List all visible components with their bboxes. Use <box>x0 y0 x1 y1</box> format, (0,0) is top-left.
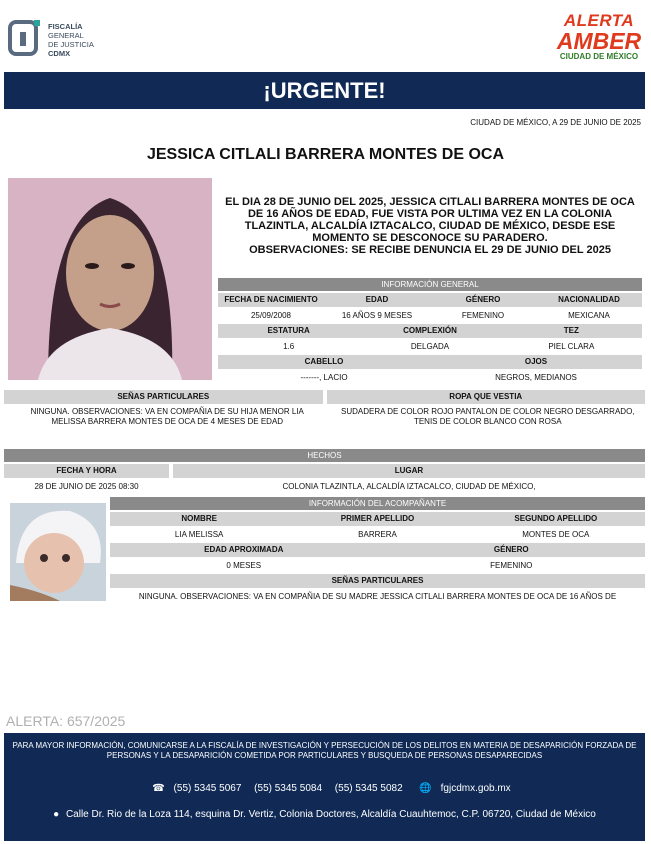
fgj-logo-icon <box>8 18 42 58</box>
companion-marks-label: SEÑAS PARTICULARES <box>110 574 645 588</box>
height-label: ESTATURA <box>218 324 359 338</box>
birth-value: 25/09/2008 <box>250 311 292 320</box>
footer-info: PARA MAYOR INFORMACIÓN, COMUNICARSE A LA FISCALÍA DE INVESTIGACIÓN Y PERSECUCIÓN DE LOS DELITOS EN MATERIA DE DESAPARICIÓN FORZADA DE PERSONAS Y LA DESAPARICIÓN COMETIDA POR PARTICULARES Y BUSQUEDA DE PERSONAS DESAPARECIDAS <box>12 741 637 760</box>
facts-table <box>4 449 645 493</box>
marks-value: NINGUNA. OBSERVACIONES: VA EN COMPAÑIA DE SU HIJA MENOR LIA MELISSA BARRERA MONTES DE OCA DE 4 MESES DE EDAD <box>30 407 304 426</box>
general-info-title: INFORMACIÓN GENERAL <box>218 278 642 291</box>
urgent-banner: ¡URGENTE! <box>4 72 645 109</box>
build-label: COMPLEXIÓN <box>359 324 500 338</box>
companion-age-value: 0 MESES <box>226 561 262 570</box>
age-label: EDAD <box>324 293 430 307</box>
amber-line1: ALERTA <box>563 11 635 30</box>
age-value: 16 AÑOS 9 MESES <box>341 311 413 320</box>
hair-label: CABELLO <box>218 355 430 369</box>
missing-person-photo <box>8 178 212 380</box>
phone-2[interactable]: (55) 5345 5084 <box>254 783 323 795</box>
companion-table <box>110 497 645 603</box>
general-info-table <box>218 278 642 384</box>
gender-value: FEMENINO <box>461 311 505 320</box>
companion-surname1-value: BARRERA <box>358 530 397 539</box>
companion-surname2-label: SEGUNDO APELLIDO <box>467 512 645 526</box>
date-line: CIUDAD DE MÉXICO, A 29 DE JUNIO DE 2025 <box>470 118 641 127</box>
org-name <box>48 22 94 58</box>
org-line: GENERAL <box>48 31 84 40</box>
portrait-image <box>8 178 212 380</box>
org-line: CDMX <box>48 49 71 58</box>
place-label: LUGAR <box>173 464 645 478</box>
build-value: DELGADA <box>410 342 450 351</box>
clothes-value: SUDADERA DE COLOR ROJO PANTALON DE COLOR NEGRO DESGARRADO, TENIS DE COLOR BLANCO CON ROSA <box>340 407 635 426</box>
companion-marks-value: NINGUNA. OBSERVACIONES: VA EN COMPAÑIA DE SU MADRE JESSICA CITLALI BARRERA MONTES DE OCA DE 16 AÑOS DE <box>138 592 617 601</box>
observations-text: OBSERVACIONES: SE RECIBE DENUNCIA EL 29 DE JUNIO DEL 2025 <box>249 244 611 256</box>
phone-1[interactable]: (55) 5345 5067 <box>173 783 242 795</box>
birth-label: FECHA DE NACIMIENTO <box>218 293 324 307</box>
companion-surname2-value: MONTES DE OCA <box>522 530 590 539</box>
address-text: Calle Dr. Rio de la Loza 114, esquina Dr. Vertiz, Colonia Doctores, Alcaldía Cuauhtemoc, C.P. 06720, Ciudad de México <box>65 809 596 820</box>
amber-line2: AMBER <box>556 28 642 54</box>
case-description <box>218 196 642 256</box>
marks-label: SEÑAS PARTICULARES <box>4 390 323 404</box>
skin-value: PIEL CLARA <box>548 342 595 351</box>
eyes-value: NEGROS, MEDIANOS <box>495 373 577 382</box>
location-pin-icon: ● <box>53 809 60 820</box>
companion-name-label: NOMBRE <box>110 512 288 526</box>
clothes-label: ROPA QUE VESTIA <box>327 390 646 404</box>
datetime-value: 28 DE JUNIO DE 2025 08:30 <box>34 482 139 491</box>
datetime-label: FECHA Y HORA <box>4 464 169 478</box>
nationality-value: MEXICANA <box>568 311 610 320</box>
description-text: EL DIA 28 DE JUNIO DEL 2025, JESSICA CITLALI BARRERA MONTES DE OCA DE 16 AÑOS DE EDAD, FUE VISTA POR ULTIMA VEZ EN LA COLONIA TLAZINTLA, ALCALDÍA IZTACALCO, CIUDAD DE MÉXICO, DESDE ESE MOMENTO SE DESCONOCE SU PARADERO. <box>225 196 635 244</box>
gender-label: GÉNERO <box>430 293 536 307</box>
marks-clothes-table <box>4 390 645 427</box>
nationality-label: NACIONALIDAD <box>536 293 642 307</box>
companion-name-value: LIA MELISSA <box>174 530 224 539</box>
org-line: DE JUSTICIA <box>48 40 94 49</box>
footer-contacts <box>4 783 645 794</box>
alerta-amber-logo <box>556 12 642 70</box>
baby-image <box>10 503 106 601</box>
place-value: COLONIA TLAZINTLA, ALCALDÍA IZTACALCO, CIUDAD DE MÉXICO, <box>282 482 536 491</box>
height-value: 1.6 <box>283 342 295 351</box>
companion-photo <box>10 503 106 601</box>
companion-age-label: EDAD APROXIMADA <box>110 543 378 557</box>
companion-gender-value: FEMENINO <box>490 561 533 570</box>
companion-surname1-label: PRIMER APELLIDO <box>288 512 466 526</box>
companion-gender-label: GÉNERO <box>378 543 646 557</box>
facts-title: HECHOS <box>4 449 645 462</box>
skin-label: TEZ <box>501 324 642 338</box>
alert-id: ALERTA: 657/2025 <box>6 713 126 729</box>
hair-value: -------, LACIO <box>300 373 348 382</box>
org-line: FISCALÍA <box>48 22 83 31</box>
footer <box>4 733 645 841</box>
phone-icon: ☎ <box>152 783 165 794</box>
website-link[interactable]: fgjcdmx.gob.mx <box>440 783 511 795</box>
eyes-label: OJOS <box>430 355 642 369</box>
person-name: JESSICA CITLALI BARRERA MONTES DE OCA <box>146 146 505 163</box>
phone-3[interactable]: (55) 5345 5082 <box>334 783 403 795</box>
companion-title: INFORMACIÓN DEL ACOMPAÑANTE <box>110 497 645 510</box>
amber-line3: CIUDAD DE MÉXICO <box>559 52 639 61</box>
footer-address <box>4 809 645 820</box>
globe-icon: 🌐 <box>419 783 432 794</box>
